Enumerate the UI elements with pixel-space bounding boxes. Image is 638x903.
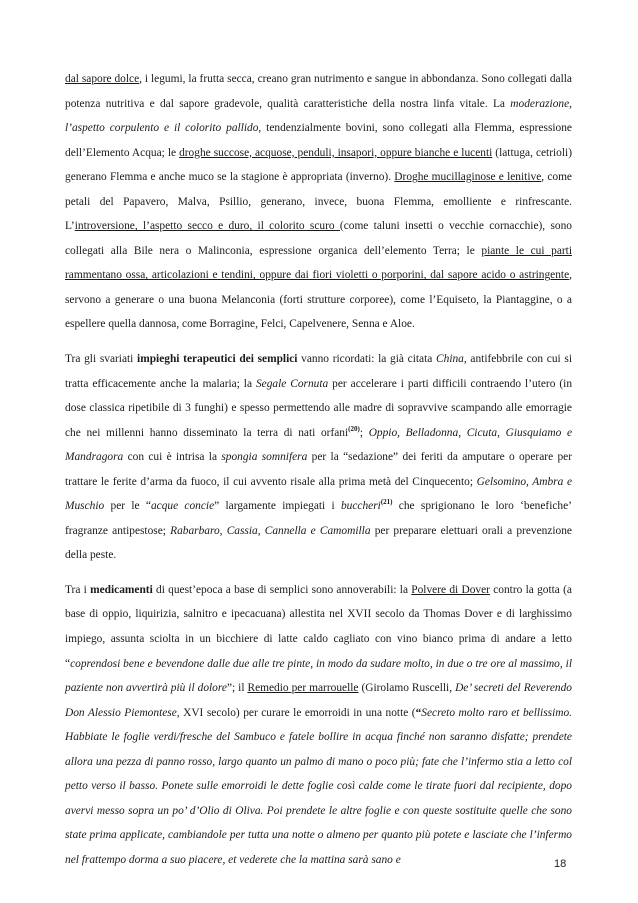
text-run: Remedio per marrouelle [247, 682, 359, 695]
text-run: ”; il [226, 682, 248, 695]
text-run: acque concie [150, 500, 215, 513]
paragraph-temperaments [65, 67, 572, 337]
page-number: 18 [554, 858, 567, 870]
text-run: Polvere di Dover [411, 583, 490, 596]
text-run: De’ secreti del Reverendo Don Alessio Piemontese [65, 682, 572, 719]
document-page [65, 67, 572, 873]
text-run: che sprigionano le loro ‘benefiche’ fragranze antipestose; [65, 500, 572, 537]
text-run: , antifebbrile con cui si tratta efficacemente anche la malaria; la [65, 353, 572, 390]
text-run: (come taluni insetti o vecchie cornacchie), sono collegati alla Bile nera o Malinconia, espressione organica dell’elemento Terra; le [65, 220, 572, 257]
text-run: impieghi terapeutici dei semplici [137, 353, 298, 366]
text-run: Tra gli svariati [65, 353, 138, 366]
text-run: Rabarbaro, Cassia, Cannella e Camomilla [170, 524, 371, 537]
text-run: moderazione, l’aspetto corpulento e il colorito pallido [65, 97, 572, 135]
text-run: Gelsomino, Ambra e Muschio [65, 475, 572, 513]
footnote-reference: (21) [380, 498, 393, 507]
text-run: droghe succose, acquose, penduli, insapori, oppure bianche e lucenti [179, 146, 493, 159]
paragraph-medicaments [65, 578, 572, 873]
text-run: per preparare elettuari orali a prevenzione della peste. [65, 524, 572, 562]
text-run: (Girolamo Ruscelli, [358, 682, 456, 695]
text-run: introversione, l’aspetto secco e duro, il colorito scuro [74, 220, 340, 233]
text-run: contro la gotta (a base di oppio, liquirizia, salnitro e ipecacuana) allestita nel XVII secolo da Thomas Dover e di larghissimo impiego, assunta sciolta in un bicchiere di latte caldo cagliato con vino bianco prima di andare a letto “ [65, 583, 572, 670]
text-run: buccheri [340, 500, 381, 513]
text-run: per la “sedazione” dei feriti da amputare o operare per trattare le ferite d’arma da fuoco, il cui avvento risale alla prima metà del Cinquecento; [65, 451, 573, 488]
text-run: Oppio, Belladonna, Cicuta, Giusquiamo e Mandragora [65, 426, 573, 464]
text-run: dal sapore dolce [65, 73, 140, 85]
text-run: China [436, 353, 464, 366]
text-run: per accelerare i parti difficili contraendo l’utero (in dose classica ripetibile di 3 funghi) e spesso permettendo alle madre di sopravvive scampando alle emorragie che nei millenni hanno disseminato la terra di nati orfani [65, 377, 573, 439]
text-run: , come petali del Papavero, Malva, Psillio, generano, invece, buona Flemma, emolliente e rinfrescante. L’ [65, 171, 572, 233]
text-run: per le “ [104, 500, 151, 513]
text-run: , XVI secolo) per curare le emorroidi in una notte ( [176, 706, 416, 719]
text-run: spongia somnifera [221, 451, 308, 464]
footnote-reference: (20) [348, 424, 360, 433]
text-run: vanno ricordati: la già citata [297, 353, 437, 366]
text-run: “ [415, 706, 422, 719]
text-run: Tra i [65, 583, 91, 596]
text-run: , tendenzialmente bovini, sono collegati alla Flemma, espressione dell’Elemento Acqua; le [65, 122, 572, 159]
text-run: , i legumi, la frutta secca, creano gran nutrimento e sangue in abbondanza. Sono collegati dalla potenza nutritiva e dal sapore gradevole, qualità caratteristiche della nostra linfa vitale. La [65, 73, 572, 110]
text-run: medicamenti [90, 583, 153, 596]
text-run: coprendosi bene e bevendone dalle due alle tre pinte, in modo da sudare molto, in due o tre ore al massimo, il paziente non avvertirà più il dolore [65, 657, 572, 695]
text-run: ” largamente impiegati i [214, 500, 341, 513]
text-run: (lattuga, cetrioli) generano Flemma e anche muco se la stagione è appropriata (inverno). [65, 146, 572, 184]
paragraph-therapeutic-uses [65, 347, 572, 568]
text-run: piante le cui parti rammentano ossa, articolazioni e tendini, oppure dai fiori violetti o porporini, dal sapore acido o astringente [65, 244, 572, 282]
text-run: , servono a generare o una buona Melanconia (forti strutture corporee), come l’Equiseto, la Piantaggine, o a espellere quella dannosa, come Borragine, Felci, Capelvenere, Senna e Aloe. [65, 269, 572, 331]
text-run: ; [359, 426, 369, 439]
text-run: Droghe mucillaginose e lenitive [394, 171, 542, 184]
text-run: Secreto molto raro et bellissimo. Habbiate le foglie verdi/fresche del Sambuco e fatele bollire in acqua finché non saranno disfatte; prendete allora una pezza di panno rosso, largo quanto un palmo di mano o poco più; fate che l’infermo stia a letto col petto verso il basso. Ponete sulle emorroidi le dette foglie così calde come le tirate fuori dal recipiente, dopo avervi messo sopra un po’ d’Olio di Oliva. Poi prendete le altre foglie e con queste sostituite quelle che sono state prima applicate, cambiandole per tutta una notte o almeno per quanto più potete e lasciate che l’infermo nel frattempo dorma a suo piacere, et vederete che la mattina sarà sano e [65, 706, 572, 866]
text-run: di quest’epoca a base di semplici sono annoverabili: la [152, 583, 412, 596]
text-run: Segale Cornuta [255, 377, 329, 390]
text-run: con cui è intrisa la [123, 451, 222, 464]
